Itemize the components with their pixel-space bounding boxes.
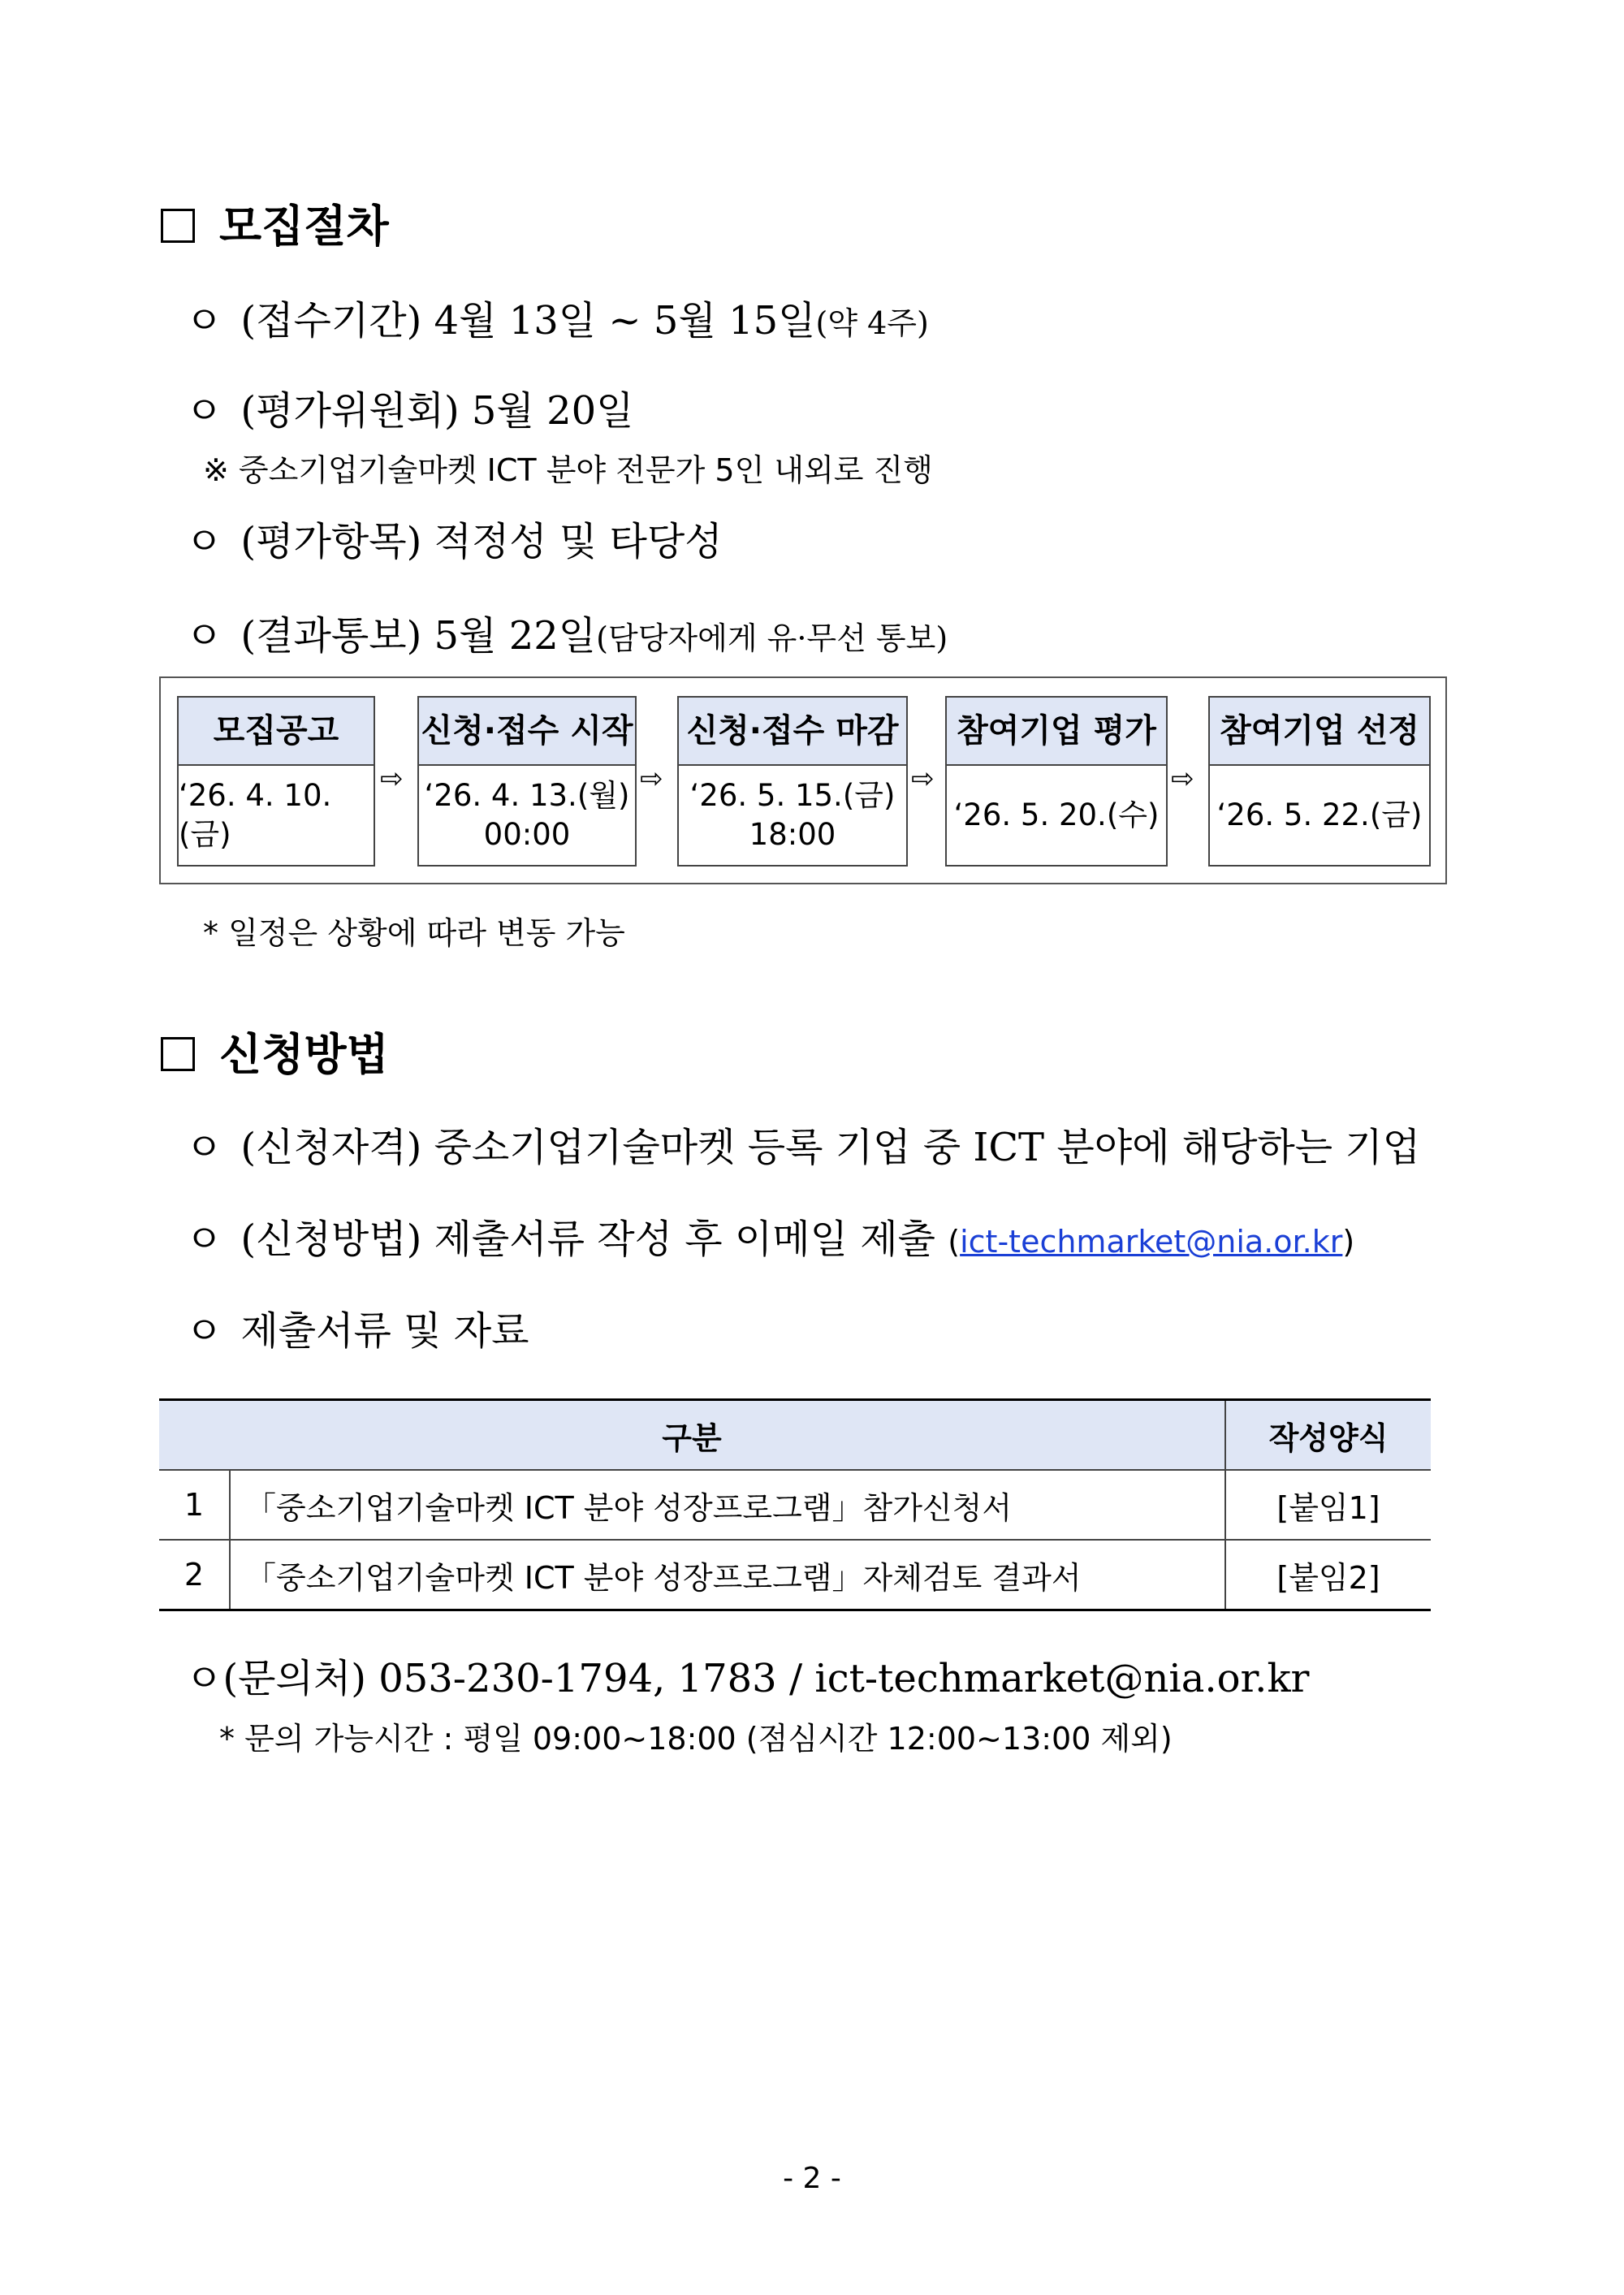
- row-document-name: 「중소기업기술마켓 ICT 분야 성장프로그램」참가신청서: [230, 1470, 1225, 1540]
- section-heading-recruit-procedure: [161, 192, 389, 254]
- flow-stage-date: [179, 766, 374, 865]
- row-form: [붙임1]: [1225, 1470, 1431, 1540]
- flow-arrow-icon: ⇨: [911, 763, 935, 795]
- flow-stage-date-line1: ‘26. 5. 15.(금): [689, 778, 896, 813]
- bullet-icon: ㅇ: [185, 613, 223, 659]
- table-header-row: [159, 1400, 1431, 1471]
- flow-stage-date: [1210, 766, 1429, 865]
- item-label: (신청자격) 중소기업기술마켓 등록 기업 중 ICT 분야에 해당하는 기업: [240, 1125, 1421, 1170]
- row-number: 1: [159, 1470, 230, 1540]
- email-paren-close: ): [1342, 1224, 1355, 1260]
- section-title: 모집절차: [219, 201, 389, 252]
- item-label: (접수기간) 4월 13일 ~ 5월 15일: [240, 298, 816, 344]
- flow-stage-title: 신청·접수 시작: [419, 698, 635, 766]
- row-form: [붙임2]: [1225, 1540, 1431, 1610]
- item-label: (평가항목) 적정성 및 타당성: [240, 519, 723, 564]
- bullet-icon: ㅇ: [185, 1656, 223, 1701]
- item-evaluation-criteria: [185, 510, 723, 566]
- flow-stage-title: 신청·접수 마감: [679, 698, 906, 766]
- flow-arrow-icon: ⇨: [1171, 763, 1194, 795]
- checkbox-square-icon: [161, 1037, 195, 1071]
- item-application-method: [185, 1208, 1354, 1264]
- flow-stage-application-start: [417, 696, 637, 867]
- flow-arrow-icon: ⇨: [640, 763, 663, 795]
- header-form: 작성양식: [1225, 1400, 1431, 1471]
- flow-stage-date: [419, 766, 635, 865]
- contact-note: * 문의 가능시간 : 평일 09:00~18:00 (점심시간 12:00~13:00 제외): [219, 1721, 1173, 1757]
- committee-note: ※ 중소기업기술마켓 ICT 분야 전문가 5인 내외로 진행: [203, 452, 933, 488]
- flow-stage-selection: [1208, 696, 1431, 867]
- section-title: 신청방법: [219, 1029, 389, 1080]
- flow-stage-title: 참여기업 평가: [947, 698, 1166, 766]
- table-row: [159, 1470, 1431, 1540]
- flow-stage-date-line1: ‘26. 4. 10.(금): [179, 778, 332, 852]
- email-link[interactable]: ict-techmarket@nia.or.kr: [960, 1224, 1343, 1260]
- flow-stage-evaluation: [945, 696, 1168, 867]
- bullet-icon: ㅇ: [185, 388, 223, 434]
- flow-stage-announcement: [177, 696, 375, 867]
- flow-stage-date-line1: ‘26. 4. 13.(월): [424, 778, 630, 813]
- row-document-name: 「중소기업기술마켓 ICT 분야 성장프로그램」자체검토 결과서: [230, 1540, 1225, 1610]
- item-application-period: [185, 289, 929, 345]
- email-paren-open: (: [948, 1224, 961, 1260]
- table-row: [159, 1540, 1431, 1610]
- item-evaluation-committee: [185, 379, 634, 435]
- flow-stage-title: 참여기업 선정: [1210, 698, 1429, 766]
- item-label: (결과통보) 5월 22일: [240, 613, 597, 659]
- flow-stage-application-close: [677, 696, 908, 867]
- item-label: 제출서류 및 자료: [240, 1308, 529, 1354]
- bullet-icon: ㅇ: [185, 519, 223, 564]
- flow-stage-date-line1: ‘26. 5. 20.(수): [953, 797, 1160, 832]
- flow-stage-title: 모집공고: [179, 698, 374, 766]
- section-heading-application-method: [161, 1020, 389, 1083]
- header-category: 구분: [159, 1400, 1225, 1471]
- item-label: (평가위원회) 5월 20일: [240, 388, 634, 434]
- bullet-icon: ㅇ: [185, 298, 223, 344]
- bullet-icon: ㅇ: [185, 1308, 223, 1354]
- item-contact: [185, 1647, 1309, 1703]
- flow-stage-date-line2: 00:00: [483, 817, 571, 852]
- flow-stage-date-line2: 18:00: [749, 817, 836, 852]
- page-number: - 2 -: [783, 2162, 841, 2195]
- contact-text: (문의처) 053-230-1794, 1783 / ict-techmarket@nia.or.kr: [222, 1656, 1310, 1701]
- bullet-icon: ㅇ: [185, 1125, 223, 1170]
- documents-table: [159, 1398, 1431, 1611]
- item-suffix: (약 4주): [815, 305, 929, 341]
- item-result-notice: [185, 604, 948, 660]
- flow-stage-date: [679, 766, 906, 865]
- flow-stage-date-line1: ‘26. 5. 22.(금): [1216, 797, 1423, 832]
- flow-arrow-icon: ⇨: [380, 763, 404, 795]
- flow-stage-date: [947, 766, 1166, 865]
- item-documents: [185, 1299, 529, 1355]
- item-label: (신청방법) 제출서류 작성 후 이메일 제출: [240, 1217, 936, 1262]
- row-number: 2: [159, 1540, 230, 1610]
- bullet-icon: ㅇ: [185, 1217, 223, 1262]
- checkbox-square-icon: [161, 209, 195, 243]
- schedule-note: * 일정은 상황에 따라 변동 가능: [203, 915, 625, 951]
- schedule-flow: [159, 676, 1447, 884]
- item-eligibility: [185, 1116, 1420, 1172]
- item-suffix: (담당자에게 유·무선 통보): [596, 620, 948, 656]
